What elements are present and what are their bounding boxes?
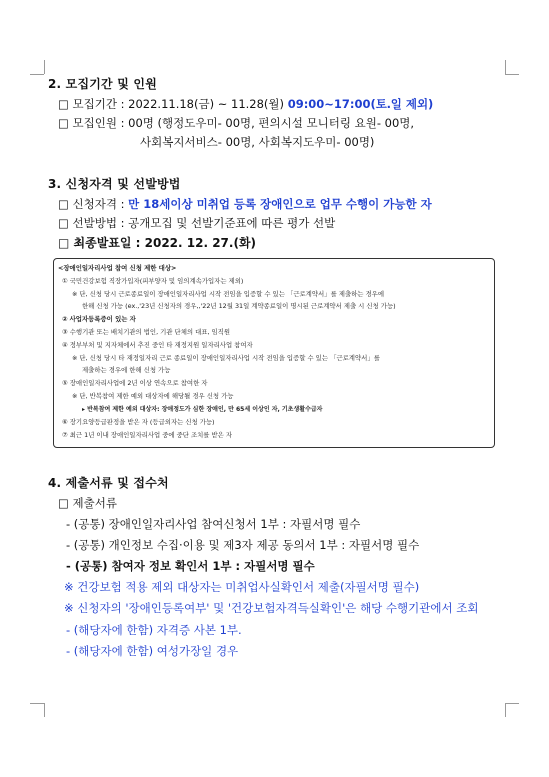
doc-note-1: ※ 건강보험 적용 제외 대상자는 미취업사실확인서 제출(자필서명 필수) <box>64 580 420 594</box>
box-heading: <장애인일자리사업 참여 신청 제한 대상> <box>58 264 177 272</box>
box-note-4b: 제출하는 경우에 한해 신청 가능 <box>82 366 171 374</box>
selection-method: □ 선발방법 : 공개모집 및 선발기준표에 따른 평가 선발 <box>58 216 336 230</box>
recruit-period-time: 09:00~17:00(토․일 제외) <box>287 97 434 111</box>
crop-mark-top-left-h <box>30 74 44 75</box>
qualification-value: 만 18세이상 미취업 등록 장애인으로 업무 수행이 가능한 자 <box>128 197 432 211</box>
recruit-people-line2: 사회복지서비스- 00명, 사회복지도우미- 00명) <box>140 135 375 149</box>
section-4-title: 4. 제출서류 및 접수처 <box>48 476 169 490</box>
crop-mark-bottom-left-h <box>30 703 44 704</box>
box-note-1a: ※ 단, 신청 당시 근로종료일이 장애인일자리사업 시작 전임을 입증할 수 있는 「근로계약서」를 제출하는 경우에 <box>72 290 385 298</box>
crop-mark-top-right-h <box>505 74 519 75</box>
section-3-title: 3. 신청자격 및 선발방법 <box>48 177 181 191</box>
box-note-5: ※ 단, 반복참여 제한 예외 대상자에 해당될 경우 신청 가능 <box>72 392 234 400</box>
final-announcement: □ 최종발표일 : 2022. 12. 27.(화) <box>58 236 257 250</box>
box-note-5-exception: ▸ 반복참여 제한 예외 대상자: 장애정도가 심한 장애인, 만 65세 이상인 자, 기초생활수급자 <box>82 406 323 413</box>
box-item-1: ① 국민건강보험 직장가입자(피부양자 및 임의계속가입자는 제외) <box>62 277 244 285</box>
box-item-6: ⑥ 장기요양등급판정을 받은 자 (등급외자는 신청 가능) <box>62 418 215 426</box>
qualification <box>58 196 432 212</box>
qualification-label: □ 신청자격 : <box>58 197 129 211</box>
doc-item-2: - (공통) 개인정보 수집·이용 및 제3자 제공 동의서 1부 : 자필서명 필수 <box>66 538 420 552</box>
box-note-1b: 한해 신청 가능 (ex.,'23년 신청자의 경우,,'22년 12월 31일 계약종료일이 명시된 근로계약서 제출 시 신청 가능) <box>82 302 396 310</box>
docs-header: □ 제출서류 <box>58 496 117 510</box>
box-item-2: ② 사업자등록증이 있는 자 <box>62 315 136 323</box>
doc-item-3: - (공통) 참여자 정보 확인서 1부 : 자필서명 필수 <box>66 559 315 573</box>
section-2-title: 2. 모집기간 및 인원 <box>48 77 157 91</box>
box-note-4a: ※ 단, 신청 당시 타 재정일자리 근로 종료일이 장애인일자리사업 시작 전임을 입증할 수 있는 「근로계약서」를 <box>72 354 380 362</box>
box-item-3: ③ 수행기관 또는 배치기관의 법인, 기관 단체의 대표, 임직원 <box>62 328 231 336</box>
crop-mark-top-left-v <box>44 60 45 74</box>
recruit-people-line1: □ 모집인원 : 00명 (행정도우미- 00명, 편의시설 모니터링 요원- 00명, <box>58 116 415 130</box>
crop-mark-bottom-right-h <box>505 703 519 704</box>
restriction-box <box>53 258 495 448</box>
box-item-4: ④ 정부부처 및 지자체에서 추진 중인 타 재정지원 일자리사업 참여자 <box>62 341 253 349</box>
crop-mark-bottom-left-v <box>44 703 45 717</box>
crop-mark-bottom-right-v <box>505 703 506 717</box>
doc-item-5: - (해당자에 한함) 여성가장일 경우 <box>66 644 239 658</box>
doc-note-2: ※ 신청자의 '장애인등록여부' 및 '건강보험자격득실확인'은 해당 수행기관에서 조회 <box>64 601 479 615</box>
crop-mark-top-right-v <box>505 60 506 74</box>
recruit-period <box>58 96 433 112</box>
box-item-7: ⑦ 최근 1년 이내 장애인일자리사업 중에 중단 조치를 받은 자 <box>62 431 233 439</box>
recruit-period-label: □ 모집기간 : 2022.11.18(금) ~ 11.28(월) <box>58 97 285 111</box>
doc-item-1: - (공통) 장애인일자리사업 참여신청서 1부 : 자필서명 필수 <box>66 517 361 531</box>
doc-item-4: - (해당자에 한함) 자격증 사본 1부. <box>66 623 242 637</box>
box-item-5: ⑤ 장애인일자리사업에 2년 이상 연속으로 참여한 자 <box>62 379 208 387</box>
